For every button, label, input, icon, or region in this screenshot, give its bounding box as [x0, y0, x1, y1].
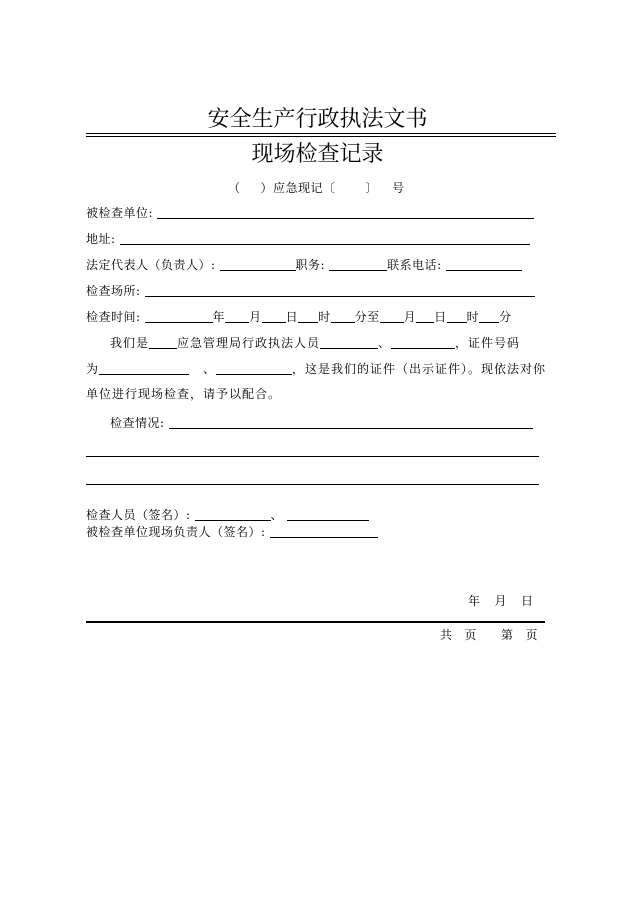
row-inspected-unit: [86, 206, 534, 220]
footer-rule: [86, 621, 545, 623]
cert-2-blank: [216, 362, 292, 375]
row-responsible-signature: [86, 525, 378, 539]
doc-number-open: （: [228, 181, 241, 195]
place-blank: [145, 284, 535, 297]
row-place: [86, 284, 535, 298]
statement-line-3: 单位进行现场检查，请予以配合。: [86, 387, 282, 401]
title-rule-top: [86, 133, 556, 134]
date-month: 月: [494, 594, 508, 608]
page-total-label: 共: [440, 628, 453, 642]
statement-sep-1: 、: [378, 336, 392, 350]
end-minute-blank: [479, 310, 499, 323]
situation-label: 检查情况:: [110, 416, 165, 430]
date-line: [468, 594, 534, 608]
row-address: [86, 232, 530, 246]
statement-line-1: [110, 336, 520, 350]
page-nth-label: 第: [501, 628, 514, 642]
end-month-label: 月: [403, 310, 417, 324]
title-rule-bottom: [86, 136, 556, 137]
address-blank: [120, 232, 530, 245]
date-day: 日: [521, 594, 534, 608]
statement-show-cert: ，这是我们的证件（出示证件）。现依法对你: [292, 362, 547, 376]
situation-blank-2: [86, 456, 539, 457]
page-nth-unit: 页: [525, 628, 539, 642]
inspected-unit-label: 被检查单位:: [86, 206, 154, 220]
row-legal-rep: [86, 258, 522, 272]
situation-blank-1: [169, 416, 533, 429]
month-label: 月: [249, 310, 262, 324]
row-inspectors-signature: [86, 508, 369, 522]
end-hour-label: 时: [466, 310, 480, 324]
legal-rep-label: 法定代表人（负责人）:: [86, 258, 216, 272]
statement-we-are: 我们是: [110, 336, 150, 350]
statement-bureau: 应急管理局行政执法人员: [177, 336, 321, 350]
page-total-unit: 页: [464, 628, 478, 642]
signature-sep: 、: [270, 508, 284, 522]
inspector-1-signature-blank: [195, 508, 271, 521]
bureau-blank: [149, 336, 177, 349]
end-day-label: 日: [434, 310, 447, 324]
hour-label: 时: [318, 310, 331, 324]
statement-line-2: [86, 362, 546, 376]
hour-blank: [298, 310, 318, 323]
legal-rep-blank: [220, 258, 296, 271]
doc-number-hao: 号: [392, 181, 405, 195]
situation-blank-3: [86, 484, 539, 485]
inspected-unit-blank: [157, 206, 534, 219]
responsible-label: 被检查单位现场负责人（签名）:: [86, 525, 266, 539]
phone-blank: [446, 258, 522, 271]
end-month-blank: [380, 310, 404, 323]
place-label: 检查场所:: [86, 284, 141, 298]
minute-to-label: 分至: [354, 310, 380, 324]
doc-number-bracket: 〕: [365, 181, 379, 195]
time-label: 检查时间:: [86, 310, 141, 324]
document-title: 安全生产行政执法文书: [207, 107, 428, 132]
phone-label: 联系电话:: [387, 258, 442, 272]
statement-wei: 为: [86, 362, 100, 376]
row-time: [86, 310, 512, 324]
day-label: 日: [285, 310, 299, 324]
day-blank: [262, 310, 286, 323]
doc-number-prefix: ）应急现记〔: [260, 181, 336, 195]
doc-number: [228, 181, 405, 195]
page-count: [440, 628, 538, 642]
officer-1-blank: [320, 336, 378, 349]
year-label: 年: [212, 310, 226, 324]
minute-blank: [331, 310, 355, 323]
responsible-signature-blank: [270, 525, 378, 538]
month-blank: [225, 310, 249, 323]
cert-1-blank: [99, 362, 189, 375]
position-blank: [329, 258, 387, 271]
officer-2-blank: [391, 336, 455, 349]
address-label: 地址:: [86, 232, 116, 246]
inspector-2-signature-blank: [287, 508, 369, 521]
statement-cert-no: ，证件号码: [455, 336, 521, 350]
date-year: 年: [468, 594, 481, 608]
row-situation: [110, 416, 533, 430]
statement-sep-2: 、: [203, 362, 217, 376]
inspectors-label: 检查人员（签名）:: [86, 508, 191, 522]
year-blank: [145, 310, 213, 323]
end-day-blank: [416, 310, 434, 323]
document-name: 现场检查记录: [251, 142, 384, 167]
end-hour-blank: [447, 310, 467, 323]
end-minute-label: 分: [499, 310, 512, 324]
position-label: 职务:: [295, 258, 326, 272]
